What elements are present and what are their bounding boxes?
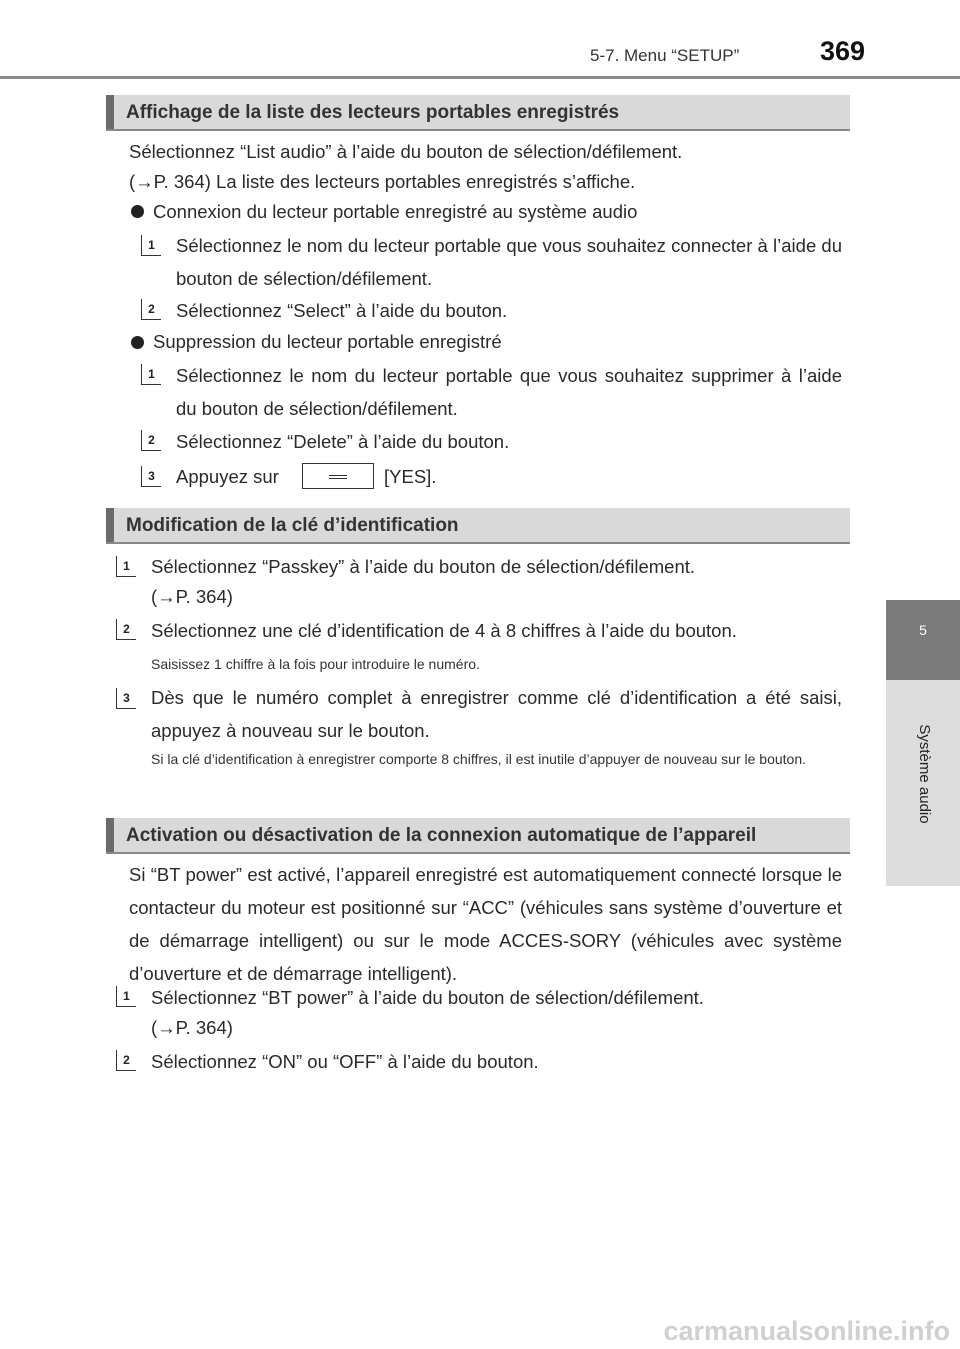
step-text: Sélectionnez “ON” ou “OFF” à l’aide du bouton. bbox=[151, 1051, 539, 1072]
step-text: Sélectionnez “Delete” à l’aide du bouton. bbox=[176, 431, 510, 452]
chapter-title: Système audio bbox=[916, 724, 933, 824]
step-text: (→P. 364) bbox=[151, 586, 233, 607]
step-number: 2 bbox=[116, 1050, 136, 1071]
step-number: 1 bbox=[116, 556, 136, 577]
step-text: Sélectionnez “Passkey” à l’aide du bouton de sélection/défilement. bbox=[151, 556, 696, 577]
section-accent bbox=[106, 818, 114, 852]
step-text: Sélectionnez le nom du lecteur portable que vous souhaitez supprimer à l’aide du bouton de sélection/défilement. bbox=[176, 365, 842, 419]
section-title: Modification de la clé d’identification bbox=[126, 515, 459, 536]
step-number: 2 bbox=[116, 619, 136, 640]
chapter-tab bbox=[886, 600, 960, 680]
step-number: 1 bbox=[141, 364, 161, 385]
running-head: 5-7. Menu “SETUP” bbox=[590, 46, 740, 65]
bullet-icon bbox=[131, 205, 144, 218]
step-text: (→P. 364) bbox=[151, 1017, 233, 1038]
step-text: Sélectionnez le nom du lecteur portable que vous souhaitez connecter à l’aide du bouton de sélection/défilement. bbox=[176, 235, 842, 289]
bullet-text: Connexion du lecteur portable enregistré au système audio bbox=[153, 201, 638, 222]
step-text: Sélectionnez “BT power” à l’aide du bouton de sélection/défilement. bbox=[151, 987, 704, 1008]
step-number: 1 bbox=[141, 235, 161, 256]
bullet-text: Suppression du lecteur portable enregistré bbox=[153, 331, 502, 352]
step-number: 3 bbox=[141, 466, 161, 487]
step-text: Dès que le numéro complet à enregistrer comme clé d’identification a été saisi, appuyez à nouveau sur le bouton. bbox=[151, 687, 842, 741]
step-text: Sélectionnez “Select” à l’aide du bouton. bbox=[176, 300, 508, 321]
step-text: Appuyez sur bbox=[176, 466, 279, 487]
intro-line: (→P. 364) La liste des lecteurs portables enregistrés s’affiche. bbox=[129, 171, 636, 192]
chapter-number: 5 bbox=[919, 622, 927, 638]
watermark: carmanualsonline.info bbox=[663, 1316, 950, 1346]
intro-line: Sélectionnez “List audio” à l’aide du bouton de sélection/défilement. bbox=[129, 141, 683, 162]
hardware-button-icon bbox=[302, 463, 374, 489]
section-heading-auto-connect bbox=[106, 818, 850, 854]
section-accent bbox=[106, 508, 114, 542]
bullet-icon bbox=[131, 336, 144, 349]
step-text: [YES]. bbox=[384, 466, 437, 487]
section-heading-passkey bbox=[106, 508, 850, 544]
section-heading-portable-list bbox=[106, 95, 850, 131]
section-title: Activation ou désactivation de la connexion automatique de l’appareil bbox=[126, 825, 757, 846]
step-number: 2 bbox=[141, 299, 161, 320]
step-note: Saisissez 1 chiffre à la fois pour introduire le numéro. bbox=[151, 656, 480, 672]
section-accent bbox=[106, 95, 114, 129]
step-text: Sélectionnez une clé d’identification de 4 à 8 chiffres à l’aide du bouton. bbox=[151, 620, 737, 641]
button-marking-icon bbox=[329, 475, 347, 479]
section-title: Affichage de la liste des lecteurs portables enregistrés bbox=[126, 102, 620, 123]
section-intro: Si “BT power” est activé, l’appareil enregistré est automatiquement connecté lorsque le contacteur du moteur est positionné sur “ACC” (véhicules sans système d’ouverture et de démarrage intelligent) ou sur le mode ACCES-SORY (véhicules avec système d’ouverture et de démarrage intelligent). bbox=[129, 864, 842, 984]
header-rule bbox=[0, 76, 960, 79]
step-number: 3 bbox=[116, 688, 136, 709]
step-note: Si la clé d’identification à enregistrer comporte 8 chiffres, il est inutile d’appuyer de nouveau sur le bouton. bbox=[151, 751, 807, 767]
step-number: 2 bbox=[141, 430, 161, 451]
step-number: 1 bbox=[116, 986, 136, 1007]
page-number: 369 bbox=[820, 36, 866, 66]
